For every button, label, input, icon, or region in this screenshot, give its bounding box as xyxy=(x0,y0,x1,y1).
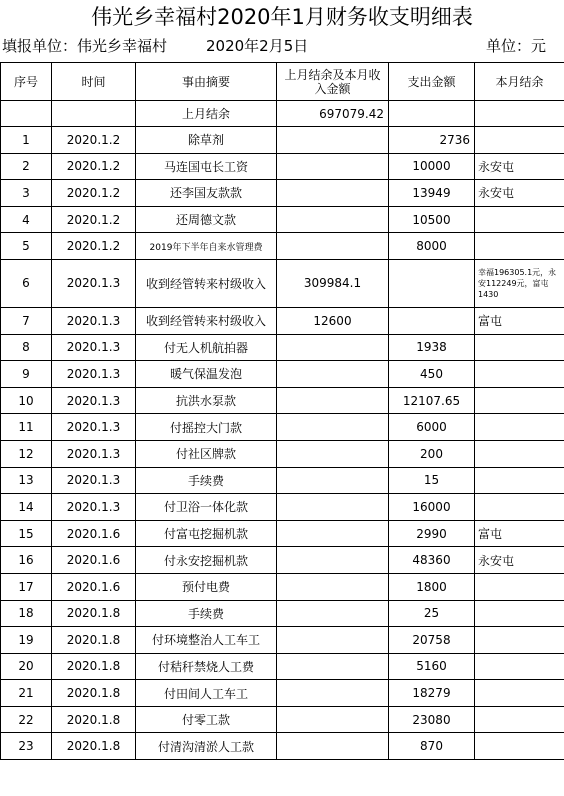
table-row xyxy=(1,680,564,707)
table-row xyxy=(1,206,564,233)
cell-income xyxy=(277,733,389,760)
header-seq: 序号 xyxy=(1,63,52,101)
cell-balance-note xyxy=(475,127,564,154)
cell-income xyxy=(277,627,389,654)
cell-seq: 22 xyxy=(1,706,52,733)
header-row xyxy=(1,63,564,101)
cell-seq: 16 xyxy=(1,547,52,574)
cell-expense: 48360 xyxy=(389,547,475,574)
cell-time: 2020.1.2 xyxy=(52,180,136,207)
cell-expense: 870 xyxy=(389,733,475,760)
cell-seq: 5 xyxy=(1,233,52,260)
cell-expense: 12107.65 xyxy=(389,387,475,414)
report-title: 伟光乡幸福村2020年1月财务收支明细表 xyxy=(91,5,473,29)
table-row xyxy=(1,733,564,760)
cell-desc: 手续费 xyxy=(136,600,277,627)
cell-balance-note xyxy=(475,233,564,260)
cell-balance-note: 永安屯 xyxy=(475,180,564,207)
cell-expense: 2736 xyxy=(389,127,475,154)
cell-income xyxy=(277,494,389,521)
cell-income xyxy=(277,414,389,441)
cell-time: 2020.1.2 xyxy=(52,127,136,154)
cell-balance xyxy=(475,101,564,127)
cell-expense: 15 xyxy=(389,467,475,494)
table-row xyxy=(1,153,564,180)
cell-time: 2020.1.3 xyxy=(52,307,136,334)
cell-expense: 2990 xyxy=(389,520,475,547)
cell-balance-note xyxy=(475,414,564,441)
header-income: 上月结余及本月收入金额 xyxy=(277,63,389,101)
cell-time: 2020.1.3 xyxy=(52,387,136,414)
cell-expense: 8000 xyxy=(389,233,475,260)
finance-table xyxy=(0,62,564,760)
table-row xyxy=(1,307,564,334)
cell-income xyxy=(277,467,389,494)
cell-desc: 付卫浴一体化款 xyxy=(136,494,277,521)
table-row xyxy=(1,494,564,521)
cell-expense xyxy=(389,101,475,127)
cell-seq: 19 xyxy=(1,627,52,654)
table-row xyxy=(1,334,564,361)
cell-expense: 10500 xyxy=(389,206,475,233)
table-row xyxy=(1,600,564,627)
table-row xyxy=(1,627,564,654)
table-row xyxy=(1,259,564,307)
cell-time: 2020.1.3 xyxy=(52,414,136,441)
cell-balance-note xyxy=(475,627,564,654)
header-time: 时间 xyxy=(52,63,136,101)
cell-time: 2020.1.2 xyxy=(52,206,136,233)
table-row xyxy=(1,467,564,494)
table-row xyxy=(1,414,564,441)
cell-balance-note xyxy=(475,680,564,707)
cell-expense: 200 xyxy=(389,440,475,467)
cell-desc: 抗洪水泵款 xyxy=(136,387,277,414)
cell-desc: 付秸秆禁烧人工费 xyxy=(136,653,277,680)
cell-time: 2020.1.3 xyxy=(52,361,136,388)
header-balance: 本月结余 xyxy=(475,63,564,101)
cell-seq: 12 xyxy=(1,440,52,467)
cell-expense xyxy=(389,307,475,334)
cell-desc: 2019年下半年自来水管理费 xyxy=(136,233,277,260)
cell-balance-note: 永安屯 xyxy=(475,547,564,574)
opening-balance-row xyxy=(1,101,564,127)
cell-balance-note: 富屯 xyxy=(475,520,564,547)
cell-seq: 9 xyxy=(1,361,52,388)
cell-seq: 14 xyxy=(1,494,52,521)
cell-seq xyxy=(1,101,52,127)
cell-seq: 6 xyxy=(1,259,52,307)
cell-expense: 1938 xyxy=(389,334,475,361)
cell-desc: 收到经管转来村级收入 xyxy=(136,307,277,334)
table-row xyxy=(1,547,564,574)
cell-income xyxy=(277,334,389,361)
cell-seq: 2 xyxy=(1,153,52,180)
cell-seq: 1 xyxy=(1,127,52,154)
cell-desc: 还周德文款 xyxy=(136,206,277,233)
cell-income xyxy=(277,680,389,707)
cell-income xyxy=(277,387,389,414)
table-row xyxy=(1,706,564,733)
cell-balance-note xyxy=(475,573,564,600)
cell-expense: 6000 xyxy=(389,414,475,441)
cell-desc: 付零工款 xyxy=(136,706,277,733)
cell-seq: 15 xyxy=(1,520,52,547)
cell-seq: 23 xyxy=(1,733,52,760)
cell-balance-note xyxy=(475,706,564,733)
cell-time: 2020.1.2 xyxy=(52,233,136,260)
table-row xyxy=(1,180,564,207)
cell-time: 2020.1.6 xyxy=(52,573,136,600)
cell-desc: 付清沟清淤人工款 xyxy=(136,733,277,760)
cell-desc: 预付电费 xyxy=(136,573,277,600)
header-expense: 支出金额 xyxy=(389,63,475,101)
cell-expense: 5160 xyxy=(389,653,475,680)
cell-income xyxy=(277,573,389,600)
cell-balance-note: 永安屯 xyxy=(475,153,564,180)
cell-expense: 18279 xyxy=(389,680,475,707)
cell-expense: 16000 xyxy=(389,494,475,521)
cell-desc: 付田间人工车工 xyxy=(136,680,277,707)
cell-time: 2020.1.3 xyxy=(52,494,136,521)
cell-time: 2020.1.3 xyxy=(52,259,136,307)
cell-expense: 25 xyxy=(389,600,475,627)
cell-seq: 20 xyxy=(1,653,52,680)
cell-desc: 上月结余 xyxy=(136,101,277,127)
cell-desc: 暖气保温发泡 xyxy=(136,361,277,388)
cell-income xyxy=(277,180,389,207)
cell-desc: 付摇控大门款 xyxy=(136,414,277,441)
table-row xyxy=(1,361,564,388)
cell-desc: 付环境整治人工车工 xyxy=(136,627,277,654)
cell-time: 2020.1.2 xyxy=(52,153,136,180)
cell-time: 2020.1.3 xyxy=(52,467,136,494)
table-row xyxy=(1,387,564,414)
cell-balance-note xyxy=(475,361,564,388)
cell-seq: 11 xyxy=(1,414,52,441)
cell-balance-note xyxy=(475,733,564,760)
filler-unit: 填报单位：伟光乡幸福村 xyxy=(2,37,168,55)
cell-desc: 付社区牌款 xyxy=(136,440,277,467)
cell-income xyxy=(277,600,389,627)
cell-desc: 付无人机航拍器 xyxy=(136,334,277,361)
cell-time: 2020.1.8 xyxy=(52,627,136,654)
table-row xyxy=(1,127,564,154)
cell-time: 2020.1.8 xyxy=(52,733,136,760)
table-row xyxy=(1,520,564,547)
cell-income xyxy=(277,706,389,733)
cell-time xyxy=(52,101,136,127)
cell-balance-note xyxy=(475,334,564,361)
currency-unit: 单位：元 xyxy=(485,37,546,55)
cell-income xyxy=(277,153,389,180)
cell-income xyxy=(277,361,389,388)
cell-desc: 付富屯挖掘机款 xyxy=(136,520,277,547)
cell-balance-note: 幸福196305.1元，永安112249元，富屯1430 xyxy=(475,259,564,307)
cell-income xyxy=(277,520,389,547)
table-row xyxy=(1,653,564,680)
cell-time: 2020.1.8 xyxy=(52,653,136,680)
cell-expense: 23080 xyxy=(389,706,475,733)
cell-balance-note xyxy=(475,206,564,233)
cell-seq: 18 xyxy=(1,600,52,627)
cell-expense: 1800 xyxy=(389,573,475,600)
cell-income: 697079.42 xyxy=(277,101,389,127)
cell-income xyxy=(277,206,389,233)
cell-income: 309984.1 xyxy=(277,259,389,307)
cell-time: 2020.1.8 xyxy=(52,706,136,733)
cell-desc: 除草剂 xyxy=(136,127,277,154)
cell-desc: 收到经管转来村级收入 xyxy=(136,259,277,307)
cell-seq: 3 xyxy=(1,180,52,207)
cell-seq: 8 xyxy=(1,334,52,361)
cell-balance-note: 富屯 xyxy=(475,307,564,334)
cell-desc: 马连国屯长工资 xyxy=(136,153,277,180)
cell-desc: 手续费 xyxy=(136,467,277,494)
cell-time: 2020.1.3 xyxy=(52,334,136,361)
cell-income xyxy=(277,547,389,574)
cell-balance-note xyxy=(475,494,564,521)
cell-desc: 付永安挖掘机款 xyxy=(136,547,277,574)
cell-income xyxy=(277,653,389,680)
table-row xyxy=(1,440,564,467)
cell-seq: 4 xyxy=(1,206,52,233)
cell-time: 2020.1.8 xyxy=(52,600,136,627)
filler-date: 2020年2月5日 xyxy=(206,37,309,55)
cell-desc: 还李国友款款 xyxy=(136,180,277,207)
cell-time: 2020.1.6 xyxy=(52,520,136,547)
cell-income xyxy=(277,127,389,154)
cell-seq: 21 xyxy=(1,680,52,707)
header-desc: 事由摘要 xyxy=(136,63,277,101)
cell-time: 2020.1.6 xyxy=(52,547,136,574)
cell-seq: 13 xyxy=(1,467,52,494)
cell-time: 2020.1.3 xyxy=(52,440,136,467)
table-row xyxy=(1,233,564,260)
cell-expense: 10000 xyxy=(389,153,475,180)
cell-balance-note xyxy=(475,387,564,414)
table-row xyxy=(1,573,564,600)
cell-expense xyxy=(389,259,475,307)
cell-income xyxy=(277,233,389,260)
cell-balance-note xyxy=(475,440,564,467)
cell-seq: 17 xyxy=(1,573,52,600)
cell-seq: 7 xyxy=(1,307,52,334)
cell-time: 2020.1.8 xyxy=(52,680,136,707)
cell-income xyxy=(277,440,389,467)
cell-balance-note xyxy=(475,467,564,494)
cell-expense: 450 xyxy=(389,361,475,388)
cell-expense: 20758 xyxy=(389,627,475,654)
cell-seq: 10 xyxy=(1,387,52,414)
cell-expense: 13949 xyxy=(389,180,475,207)
cell-balance-note xyxy=(475,600,564,627)
cell-balance-note xyxy=(475,653,564,680)
cell-income: 12600 xyxy=(277,307,389,334)
